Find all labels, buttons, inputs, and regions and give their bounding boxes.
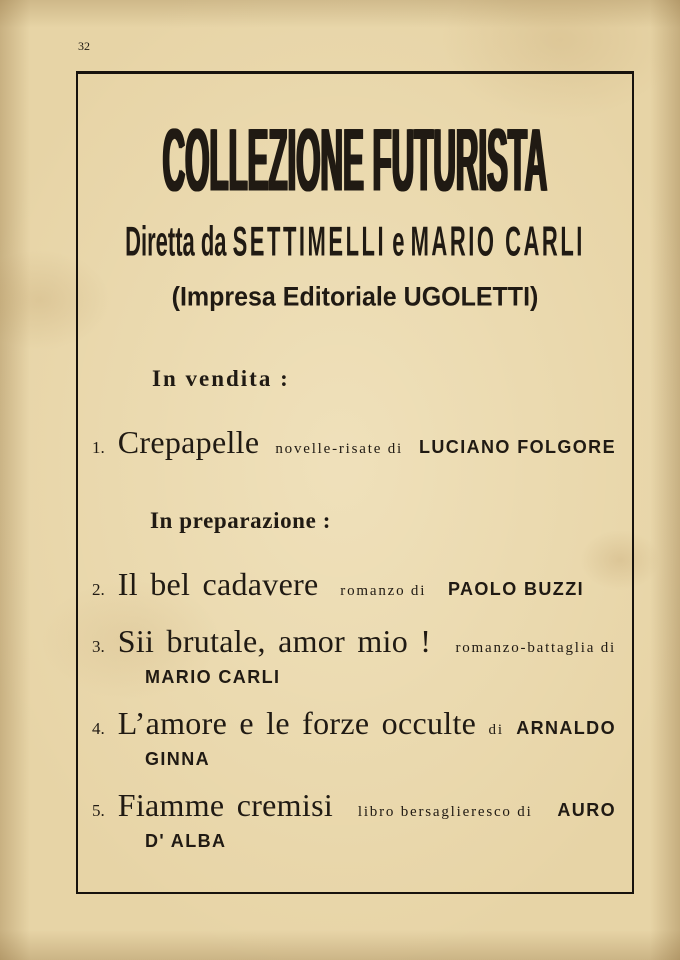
editor-name: SETTIMELLI	[232, 217, 387, 265]
editors-conjunction: e	[392, 217, 405, 265]
item-title: L’amore e le forze occulte	[117, 705, 477, 741]
section-heading-available: In vendita :	[152, 366, 290, 391]
item-author-continued: MARIO CARLI	[145, 667, 281, 687]
catalog-item	[92, 625, 616, 657]
item-lead	[92, 568, 319, 600]
item-lead	[92, 789, 333, 821]
collection-title: COLLEZIONE FUTURISTA	[162, 111, 548, 211]
item-genre: libro bersaglieresco di	[357, 804, 533, 820]
item-lead	[92, 707, 476, 739]
item-author: PAOLO BUZZI	[447, 579, 584, 599]
item-number: 1.	[92, 438, 105, 457]
item-title: Fiamme cremisi	[117, 787, 334, 823]
publisher-line	[76, 281, 634, 313]
catalog-item	[92, 568, 584, 600]
item-title: Sii brutale, amor mio !	[117, 623, 432, 659]
catalog-item	[92, 789, 616, 821]
item-number: 3.	[92, 637, 105, 656]
item-author-continued: GINNA	[145, 749, 210, 769]
catalog-item	[92, 426, 616, 458]
item-number: 2.	[92, 580, 105, 599]
editors-credit	[125, 217, 585, 265]
item-author: ARNALDO	[516, 718, 616, 738]
publisher: (Impresa Editoriale UGOLETTI)	[171, 281, 539, 313]
item-genre: romanzo-battaglia di	[455, 640, 616, 656]
editors-lead: Diretta da	[125, 217, 227, 265]
editor-name: MARIO CARLI	[410, 217, 585, 265]
page-number: 32	[78, 39, 90, 53]
item-number: 4.	[92, 719, 105, 738]
item-genre: novelle-risate di	[275, 441, 403, 457]
item-genre: di	[488, 722, 504, 738]
item-author-continued: D' ALBA	[145, 831, 227, 851]
catalog-item	[92, 707, 616, 739]
item-genre: romanzo di	[340, 583, 427, 599]
item-number: 5.	[92, 801, 105, 820]
item-title: Il bel cadavere	[117, 566, 319, 602]
item-author: AURO	[557, 800, 616, 820]
section-heading-forthcoming: In preparazione :	[150, 508, 331, 533]
item-lead	[92, 625, 431, 657]
item-lead	[92, 426, 259, 458]
item-author: LUCIANO FOLGORE	[419, 437, 616, 457]
item-title: Crepapelle	[117, 424, 260, 460]
editors-line	[76, 217, 634, 265]
collection-title-line	[76, 111, 634, 211]
